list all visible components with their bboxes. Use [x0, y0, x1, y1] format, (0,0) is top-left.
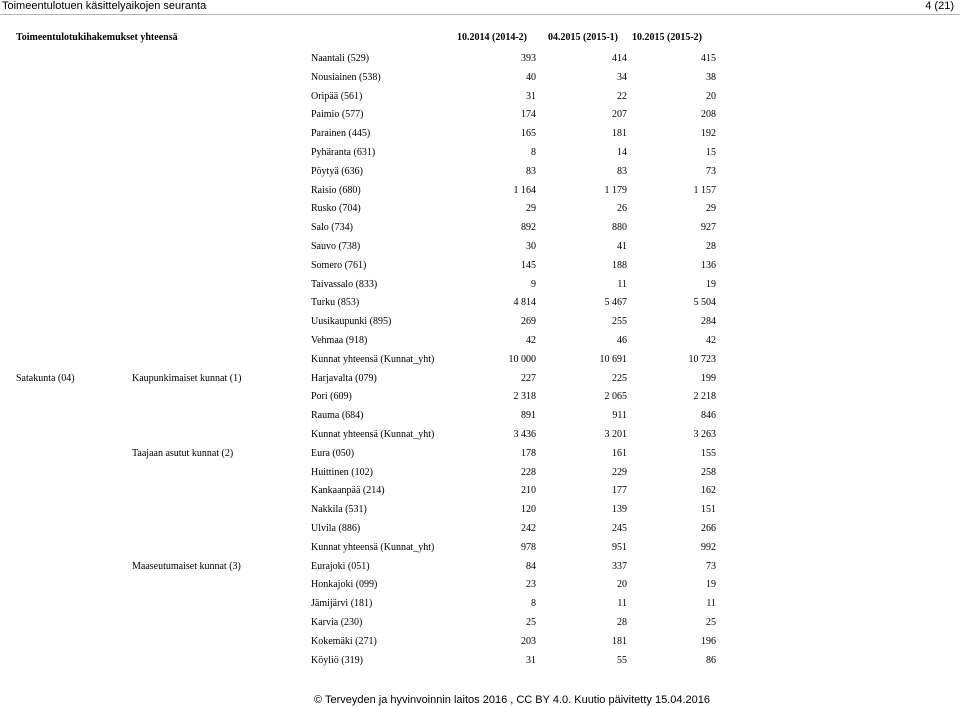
- value-period-1: 165: [521, 128, 536, 139]
- value-period-1: 83: [526, 166, 536, 177]
- value-period-1: 978: [521, 542, 536, 553]
- value-period-2: 28: [617, 617, 627, 628]
- municipality-name: Oripää (561): [311, 91, 363, 102]
- group-label: Kaupunkimaiset kunnat (1): [132, 373, 242, 384]
- value-period-2: 10 691: [599, 354, 627, 365]
- value-period-1: 2 318: [513, 391, 536, 402]
- value-period-2: 911: [612, 410, 627, 421]
- value-period-2: 11: [617, 279, 627, 290]
- municipality-name: Sauvo (738): [311, 241, 361, 252]
- municipality-name: Karvia (230): [311, 617, 363, 628]
- value-period-2: 207: [612, 109, 627, 120]
- value-period-3: 208: [701, 109, 716, 120]
- municipality-name: Paimio (577): [311, 109, 364, 120]
- group-label: Taajaan asutut kunnat (2): [132, 448, 234, 459]
- value-period-1: 8: [531, 147, 536, 158]
- value-period-2: 139: [612, 504, 627, 515]
- value-period-1: 84: [526, 561, 536, 572]
- value-period-3: 25: [706, 617, 716, 628]
- municipality-name: Pori (609): [311, 391, 352, 402]
- value-period-1: 9: [531, 279, 536, 290]
- column-header-period-2: 04.2015 (2015-1): [548, 32, 618, 43]
- municipality-name: Turku (853): [311, 297, 360, 308]
- value-period-3: 927: [701, 222, 716, 233]
- value-period-3: 992: [701, 542, 716, 553]
- value-period-1: 42: [526, 335, 536, 346]
- value-period-3: 162: [701, 485, 716, 496]
- value-period-2: 11: [617, 598, 627, 609]
- value-period-3: 11: [706, 598, 716, 609]
- municipality-name: Kunnat yhteensä (Kunnat_yht): [311, 542, 435, 553]
- value-period-3: 29: [706, 203, 716, 214]
- value-period-1: 145: [521, 260, 536, 271]
- value-period-1: 10 000: [508, 354, 536, 365]
- value-period-1: 393: [521, 53, 536, 64]
- value-period-2: 22: [617, 91, 627, 102]
- value-period-2: 181: [612, 128, 627, 139]
- value-period-1: 3 436: [513, 429, 536, 440]
- value-period-3: 3 263: [693, 429, 716, 440]
- value-period-2: 177: [612, 485, 627, 496]
- municipality-name: Rauma (684): [311, 410, 364, 421]
- footer-copyright: © Terveyden ja hyvinvoinnin laitos 2016 , CC BY 4.0. Kuutio päivitetty 15.04.2016: [314, 694, 710, 706]
- municipality-name: Honkajoki (099): [311, 579, 378, 590]
- municipality-name: Naantali (529): [311, 53, 370, 64]
- value-period-1: 25: [526, 617, 536, 628]
- value-period-2: 414: [612, 53, 627, 64]
- page-header-title: Toimeentulotuen käsittelyaikojen seuranta: [2, 0, 207, 12]
- value-period-3: 136: [701, 260, 716, 271]
- column-header-period-1: 10.2014 (2014-2): [457, 32, 527, 43]
- municipality-name: Rusko (704): [311, 203, 361, 214]
- value-period-2: 46: [617, 335, 627, 346]
- municipality-name: Kunnat yhteensä (Kunnat_yht): [311, 354, 435, 365]
- value-period-1: 228: [521, 467, 536, 478]
- municipality-name: Uusikaupunki (895): [311, 316, 392, 327]
- value-period-2: 5 467: [604, 297, 627, 308]
- value-period-2: 41: [617, 241, 627, 252]
- municipality-name: Ulvila (886): [311, 523, 361, 534]
- value-period-3: 10 723: [688, 354, 716, 365]
- value-period-3: 196: [701, 636, 716, 647]
- value-period-3: 19: [706, 279, 716, 290]
- value-period-3: 2 218: [693, 391, 716, 402]
- municipality-name: Köyliö (319): [311, 655, 363, 666]
- header-divider: [0, 14, 960, 15]
- municipality-name: Kokemäki (271): [311, 636, 377, 647]
- value-period-1: 120: [521, 504, 536, 515]
- municipality-name: Harjavalta (079): [311, 373, 377, 384]
- value-period-3: 846: [701, 410, 716, 421]
- value-period-1: 4 814: [513, 297, 536, 308]
- value-period-1: 178: [521, 448, 536, 459]
- value-period-2: 3 201: [604, 429, 627, 440]
- value-period-1: 8: [531, 598, 536, 609]
- municipality-name: Somero (761): [311, 260, 367, 271]
- value-period-2: 951: [612, 542, 627, 553]
- value-period-1: 269: [521, 316, 536, 327]
- municipality-name: Raisio (680): [311, 185, 361, 196]
- value-period-2: 255: [612, 316, 627, 327]
- value-period-2: 225: [612, 373, 627, 384]
- value-period-3: 73: [706, 166, 716, 177]
- value-period-1: 892: [521, 222, 536, 233]
- group-label: Maaseutumaiset kunnat (3): [132, 561, 241, 572]
- value-period-3: 5 504: [693, 297, 716, 308]
- value-period-3: 15: [706, 147, 716, 158]
- value-period-3: 28: [706, 241, 716, 252]
- value-period-3: 284: [701, 316, 716, 327]
- value-period-3: 155: [701, 448, 716, 459]
- value-period-3: 192: [701, 128, 716, 139]
- value-period-1: 210: [521, 485, 536, 496]
- value-period-3: 199: [701, 373, 716, 384]
- municipality-name: Taivassalo (833): [311, 279, 378, 290]
- value-period-3: 415: [701, 53, 716, 64]
- municipality-name: Salo (734): [311, 222, 353, 233]
- value-period-3: 258: [701, 467, 716, 478]
- municipality-name: Pöytyä (636): [311, 166, 363, 177]
- value-period-1: 174: [521, 109, 536, 120]
- value-period-3: 151: [701, 504, 716, 515]
- value-period-2: 34: [617, 72, 627, 83]
- value-period-2: 188: [612, 260, 627, 271]
- value-period-2: 2 065: [604, 391, 627, 402]
- region-label: Satakunta (04): [16, 373, 75, 384]
- column-header-label: Toimeentulotukihakemukset yhteensä: [16, 32, 178, 43]
- municipality-name: Parainen (445): [311, 128, 371, 139]
- municipality-name: Jämijärvi (181): [311, 598, 373, 609]
- value-period-2: 83: [617, 166, 627, 177]
- value-period-3: 19: [706, 579, 716, 590]
- value-period-1: 29: [526, 203, 536, 214]
- value-period-2: 14: [617, 147, 627, 158]
- value-period-1: 31: [526, 655, 536, 666]
- municipality-name: Pyhäranta (631): [311, 147, 376, 158]
- value-period-1: 23: [526, 579, 536, 590]
- value-period-2: 20: [617, 579, 627, 590]
- value-period-1: 30: [526, 241, 536, 252]
- value-period-2: 229: [612, 467, 627, 478]
- municipality-name: Huittinen (102): [311, 467, 373, 478]
- column-header-period-3: 10.2015 (2015-2): [632, 32, 702, 43]
- value-period-3: 86: [706, 655, 716, 666]
- value-period-3: 73: [706, 561, 716, 572]
- value-period-3: 20: [706, 91, 716, 102]
- value-period-3: 1 157: [693, 185, 716, 196]
- municipality-name: Nakkila (531): [311, 504, 367, 515]
- value-period-2: 26: [617, 203, 627, 214]
- municipality-name: Eurajoki (051): [311, 561, 370, 572]
- value-period-2: 337: [612, 561, 627, 572]
- value-period-3: 38: [706, 72, 716, 83]
- value-period-1: 40: [526, 72, 536, 83]
- municipality-name: Eura (050): [311, 448, 355, 459]
- value-period-2: 181: [612, 636, 627, 647]
- municipality-name: Nousiainen (538): [311, 72, 381, 83]
- value-period-1: 1 164: [513, 185, 536, 196]
- value-period-3: 42: [706, 335, 716, 346]
- value-period-2: 245: [612, 523, 627, 534]
- value-period-2: 55: [617, 655, 627, 666]
- value-period-1: 242: [521, 523, 536, 534]
- value-period-2: 1 179: [604, 185, 627, 196]
- municipality-name: Kankaanpää (214): [311, 485, 385, 496]
- municipality-name: Kunnat yhteensä (Kunnat_yht): [311, 429, 435, 440]
- value-period-1: 203: [521, 636, 536, 647]
- value-period-2: 161: [612, 448, 627, 459]
- page-number: 4 (21): [925, 0, 954, 12]
- value-period-1: 31: [526, 91, 536, 102]
- value-period-1: 891: [521, 410, 536, 421]
- municipality-name: Vehmaa (918): [311, 335, 368, 346]
- value-period-1: 227: [521, 373, 536, 384]
- value-period-2: 880: [612, 222, 627, 233]
- value-period-3: 266: [701, 523, 716, 534]
